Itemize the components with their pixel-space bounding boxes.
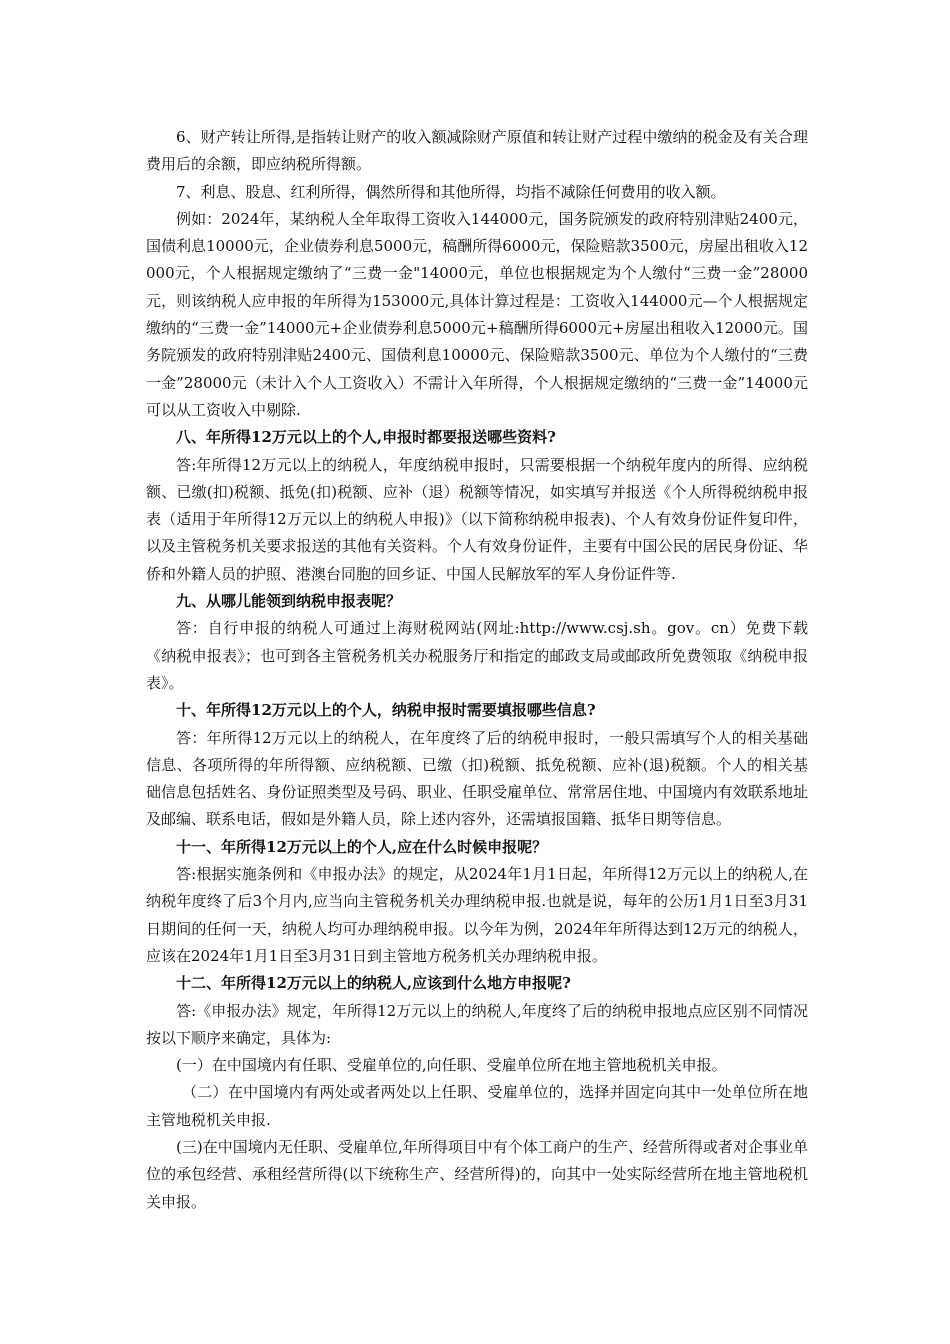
heading-section-11: 十一、年所得12万元以上的个人,应在什么时候申报呢？: [176, 837, 548, 856]
paragraph-section-9-answer: 答：自行申报的纳税人可通过上海财税网站(网址:http://www.csj.sh。gov。cn）免费下载《纳税申报表》；也可到各主管税务机关办税服务厅和指定的邮政支局或邮政所免费领取《纳税申报表》。: [146, 619, 808, 692]
paragraph-interest-dividends: 7、利息、股息、红利所得，偶然所得和其他所得，均指不减除任何费用的收入额。: [176, 182, 726, 201]
paragraph-case-2: （二）在中国境内有两处或者两处以上任职、受雇单位的，选择并固定向其中一处单位所在地主管地税机关申报.: [146, 1083, 808, 1129]
paragraph-section-8-answer: 答:年所得12万元以上的纳税人，年度纳税申报时，只需要根据一个纳税年度内的所得、应纳税额、已缴(扣)税额、抵免(扣)税额、应补（退）税额等情况，如实填写并报送《个人所得税纳税申报表（适用于年所得12万元以上的纳税人申报)》（以下简称纳税申报表)、个人有效身份证件复印件，以及主管税务机关要求报送的其他有关资料。个人有效身份证件，主要有中国公民的居民身份证、华侨和外籍人员的护照、港澳台同胞的回乡证、中国人民解放军的军人身份证件等.: [146, 455, 808, 583]
paragraph-section-11-answer: 答:根据实施条例和《申报办法》的规定，从2024年1月1日起，年所得12万元以上的纳税人,在纳税年度终了后3个月内,应当向主管税务机关办理纳税申报.也就是说，每年的公历1月1日至3月31日期间的任何一天，纳税人均可办理纳税申报。以今年为例，2024年年所得达到12万元的纳税人，应该在2024年1月1日至3月31日到主管地方税务机关办理纳税申报。: [146, 865, 808, 965]
paragraph-section-10-answer: 答：年所得12万元以上的纳税人，在年度终了后的纳税申报时，一般只需填写个人的相关基础信息、各项所得的年所得额、应纳税额、已缴（扣)税额、抵免税额、应补(退)税额。个人的相关基础信息包括姓名、身份证照类型及号码、职业、任职受雇单位、常常居住地、中国境内有效联系地址及邮编、联系电话，假如是外籍人员，除上述内容外，还需填报国籍、抵华日期等信息。: [146, 728, 808, 829]
paragraph-case-1: (一）在中国境内有任职、受雇单位的,向任职、受雇单位所在地主管地税机关申报。: [176, 1056, 727, 1075]
paragraph-case-3: (三)在中国境内无任职、受雇单位,年所得项目中有个体工商户的生产、经营所得或者对企事业单位的承包经营、承租经营所得(以下统称生产、经营所得)的，向其中一处实际经营所在地主管地税机关申报。: [146, 1137, 808, 1211]
document-body: [146, 124, 808, 1216]
heading-section-8: 八、年所得12万元以上的个人,申报时都要报送哪些资料?: [176, 428, 556, 447]
heading-section-9: 九、从哪儿能领到纳税申报表呢？: [176, 592, 402, 611]
paragraph-example: 例如：2024年，某纳税人全年取得工资收入144000元，国务院颁发的政府特别津贴2400元，国债利息10000元，企业债券利息5000元，稿酬所得6000元，保险赔款3500元，房屋出租收入12000元，个人根据规定缴纳了“三费一金"14000元，单位也根据规定为个人缴付“三费一金”28000元，则该纳税人应申报的年所得为153000元,具体计算过程是：工资收入144000元—个人根据规定缴纳的“三费一金”14000元+企业债券利息5000元+稿酬所得6000元+房屋出租收入12000元。国务院颁发的政府特别津贴2400元、国债利息10000元、保险赔款3500元、单位为个人缴付的“三费一金”28000元（未计入个人工资收入）不需计入年所得，个人根据规定缴纳的“三费一金”14000元可以从工资收入中剔除.: [146, 209, 808, 419]
paragraph-property-transfer: 6、财产转让所得,是指转让财产的收入额减除财产原值和转让财产过程中缴纳的税金及有关合理费用后的余额，即应纳税所得额。: [146, 128, 808, 174]
paragraph-section-12-answer: 答:《申报办法》规定，年所得12万元以上的纳税人,年度终了后的纳税申报地点应区别不同情况按以下顺序来确定，具体为:: [146, 1001, 808, 1047]
heading-section-10: 十、年所得12万元以上的个人，纳税申报时需要填报哪些信息?: [176, 701, 596, 720]
heading-section-12: 十二、年所得12万元以上的纳税人,应该到什么地方申报呢?: [176, 974, 571, 993]
